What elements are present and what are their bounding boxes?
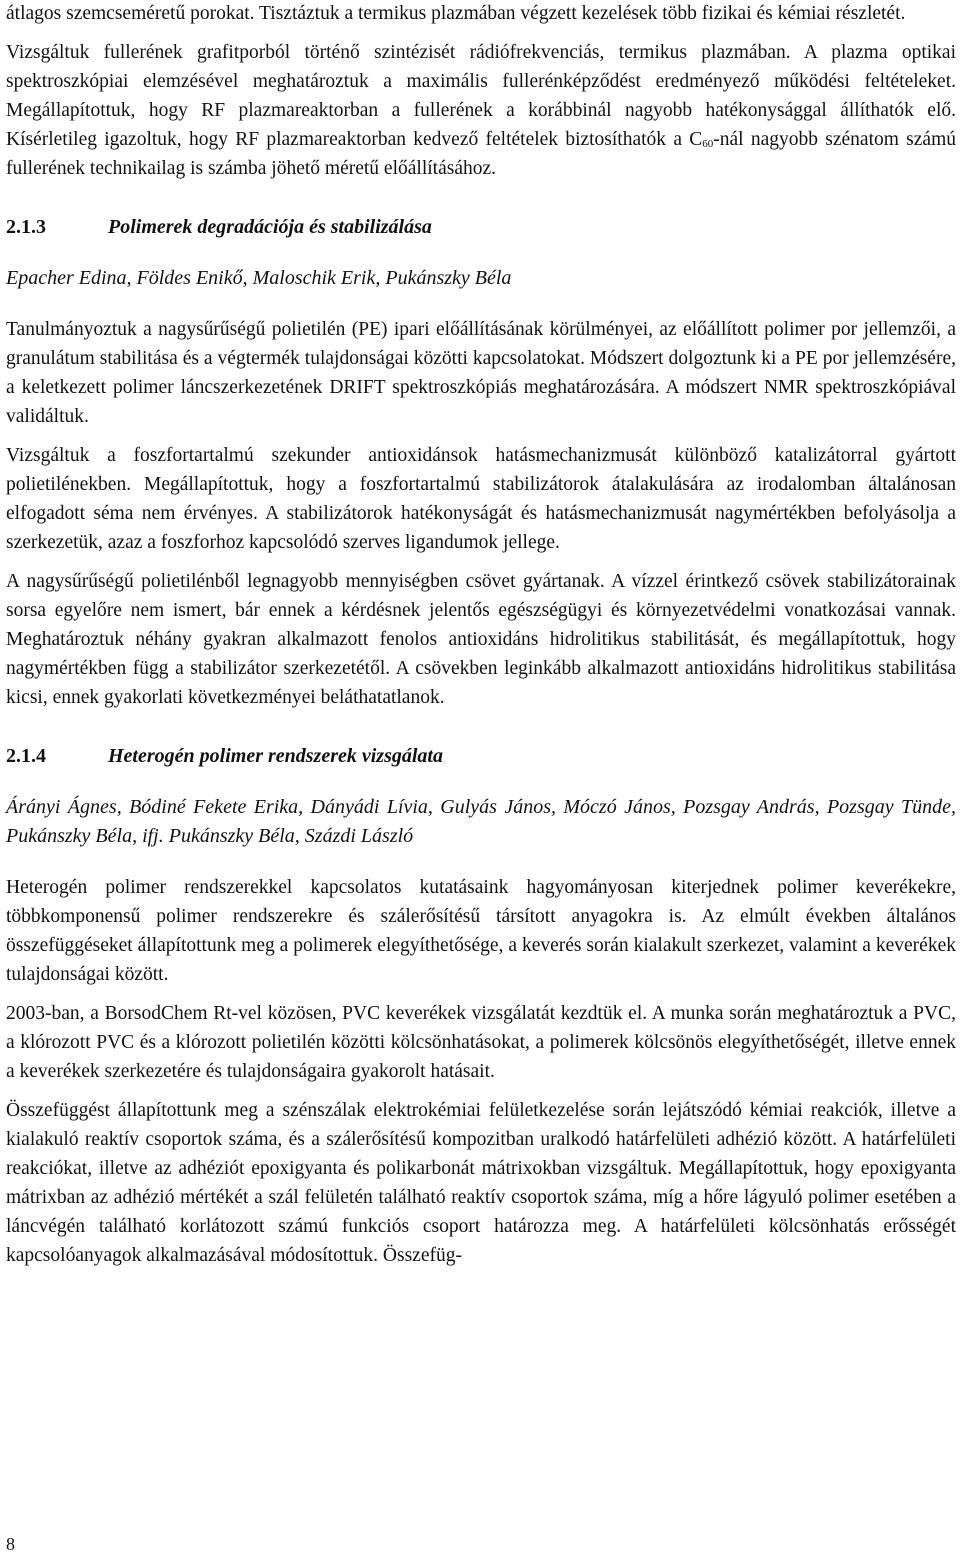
intro-paragraph-2	[6, 38, 956, 183]
section-paragraph: Heterogén polimer rendszerekkel kapcsolatos kutatásaink hagyományosan kiterjednek polimer keverékekre, többkomponensű polimer rendszerekre és szálerősítésű társított anyagokra is. Az elmúlt években általános összefüggéseket állapítottunk meg a polimerek elegyíthetősége, a keverés során kialakult szerkezet, valamint a keverékek tulajdonságai között.	[6, 877, 956, 985]
section-paragraph: 2003-ban, a BorsodChem Rt-vel közösen, PVC keverékek vizsgálatát kezdtük el. A munka során meghatároztuk a PVC, a klórozott PVC és a klórozott polietilén közötti kölcsönhatásokat, a polimerek kölcsönös elegyíthetőségét, illetve ennek a keverékek szerkezetére és tulajdonságaira gyakorolt hatásait.	[6, 1003, 956, 1082]
intro-paragraph-1: átlagos szemcseméretű porokat. Tisztáztuk a termikus plazmában végzett kezelések több fizikai és kémiai részletét.	[6, 3, 906, 24]
intro-p2-tail: -nál nagyobb szénatom számú fullerének technikailag is számba jöhető méretű előállításához.	[6, 129, 957, 179]
section-paragraph: Összefüggést állapítottunk meg a szénszálak elektrokémiai felületkezelése során lejátszódó kémiai reakciók, illetve a kialakuló reaktív csoportok száma, és a szálerősítésű kompozitban uralkodó határfelületi adhézió között. A határfelületi reakciókat, illetve az adhéziót epoxigyanta és polikarbonát mátrixokban vizsgáltuk. Megállapítottuk, hogy epoxigyanta mátrixban az adhézió mértékét a szál felületén található reaktív csoportok száma, míg a hőre lágyuló polimer esetében a láncvégén található korlátozott számú funkciós csoport határozza meg. A határfelületi kölcsönhatás erősségét kapcsolóanyagok alkalmazásával módosítottuk. Összefüg-	[6, 1100, 956, 1266]
section-heading-2-1-4	[6, 742, 956, 771]
section-title: Heterogén polimer rendszerek vizsgálata	[108, 745, 443, 767]
c60-subscript: 60	[702, 138, 714, 150]
page-number: 8	[6, 1534, 15, 1554]
section-number: 2.1.3	[6, 216, 46, 238]
section-number: 2.1.4	[6, 745, 46, 767]
section-heading-2-1-3	[6, 213, 956, 242]
section-paragraph: Tanulmányoztuk a nagysűrűségű polietilén (PE) ipari előállításának körülményei, az előállított polimer por jellemzői, a granulátum stabilitása és a végtermék tulajdonságai közötti kapcsolatokat. Módszert dolgoztunk ki a PE por jellemzésére, a keletkezett polimer láncszerkezetének DRIFT spektroszkópiás meghatározására. A módszert NMR spektroszkópiával validáltuk.	[6, 319, 956, 427]
section-title: Polimerek degradációja és stabilizálása	[108, 216, 432, 238]
section-authors: Epacher Edina, Földes Enikő, Maloschik Erik, Pukánszky Béla	[6, 267, 512, 289]
intro-p2-text: Vizsgáltuk fullerének grafitporból történő szintézisét rádiófrekvenciás, termikus plazmában. A plazma optikai spektroszkópiai elemzésével meghatároztuk a maximális fullerénképződést eredményező működési feltételeket. Megállapítottuk, hogy RF plazmareaktorban a fullerének a korábbinál nagyobb hatékonysággal állíthatók elő. Kísérletileg igazoltuk, hogy RF plazmareaktorban kedvező feltételek biztosíthatók a C	[6, 42, 956, 150]
document-page	[6, 0, 956, 1270]
section-paragraph: Vizsgáltuk a foszfortartalmú szekunder antioxidánsok hatásmechanizmusát különböző katalizátorral gyártott polietilénekben. Megállapítottuk, hogy a foszfortartalmú stabilizátorok átalakulására az irodalomban általánosan elfogadott séma nem érvényes. A stabilizátorok hatékonyságát és hatásmechanizmusát nagymértékben befolyásolja a szerkezetük, azaz a foszforhoz kapcsolódó szerves ligandumok jellege.	[6, 445, 956, 553]
section-authors: Árányi Ágnes, Bódiné Fekete Erika, Dányádi Lívia, Gulyás János, Móczó János, Pozsgay András, Pozsgay Tünde, Pukánszky Béla, ifj. Pukánszky Béla, Százdi László	[6, 796, 956, 847]
section-paragraph: A nagysűrűségű polietilénből legnagyobb mennyiségben csövet gyártanak. A vízzel érintkező csövek stabilizátorainak sorsa egyelőre nem ismert, bár ennek a kérdésnek jelentős egészségügyi és környezetvédelmi vonatkozásai vannak. Meghatároztuk néhány gyakran alkalmazott fenolos antioxidáns hidrolitikus stabilitását, és megállapítottuk, hogy nagymértékben függ a stabilizátor szerkezetétől. A csövekben leginkább alkalmazott antioxidáns hidrolitikus stabilitása kicsi, ennek gyakorlati következményei beláthatatlanok.	[6, 571, 956, 708]
